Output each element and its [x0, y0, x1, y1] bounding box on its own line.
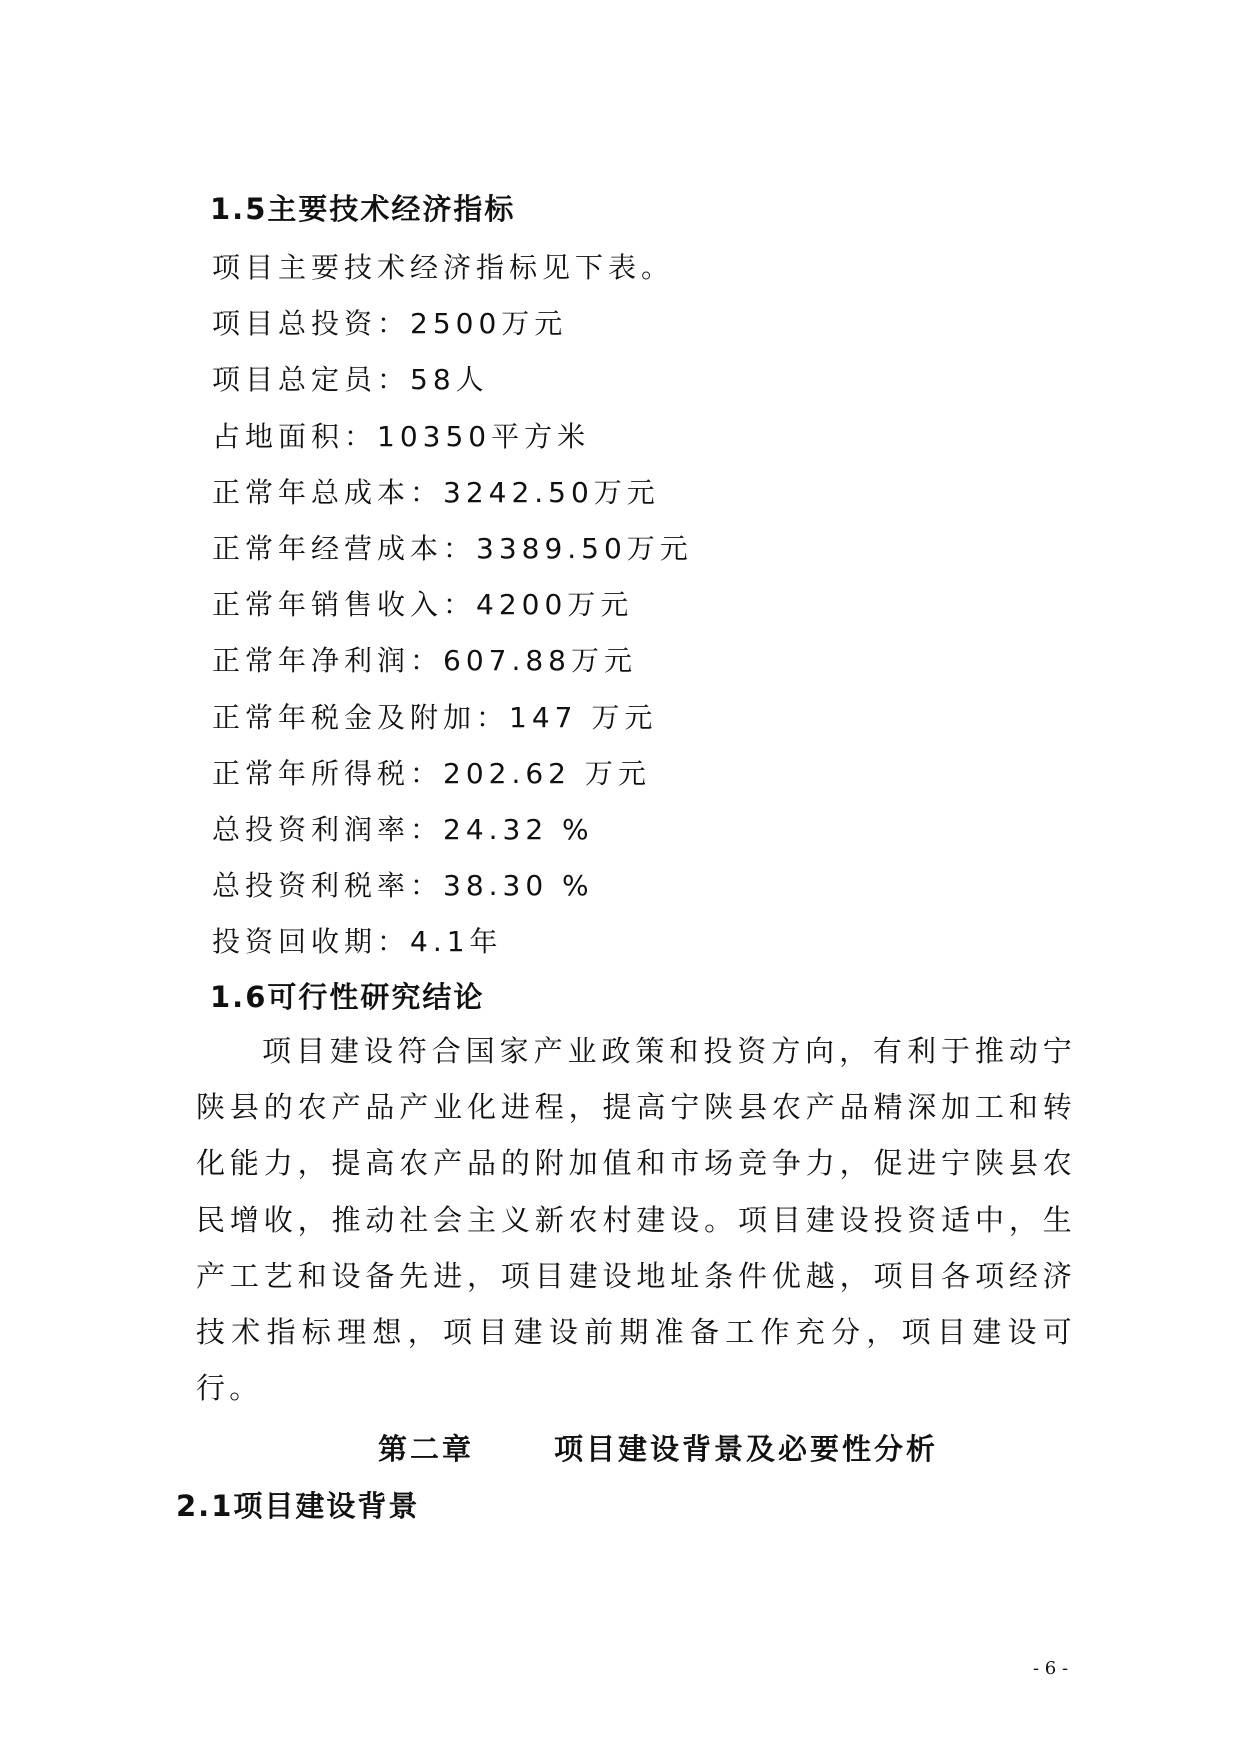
- chapter-title: [378, 1427, 938, 1468]
- page-number: - 6 -: [1033, 1658, 1069, 1679]
- indicator-taxes-surcharges: 正常年税金及附加：147 万元: [212, 700, 658, 734]
- indicator-profit-rate: 总投资利润率：24.32 %: [212, 812, 594, 846]
- indicator-land-area: 占地面积：10350平方米: [212, 419, 591, 453]
- indicator-total-cost: 正常年总成本：3242.50万元: [212, 475, 660, 509]
- indicator-sales-revenue: 正常年销售收入：4200万元: [212, 588, 634, 622]
- section-1-5-heading: 1.5主要技术经济指标: [210, 192, 516, 226]
- indicator-intro: 项目主要技术经济指标见下表。: [212, 251, 675, 284]
- chapter-name: 项目建设背景及必要性分析: [554, 1432, 939, 1466]
- indicator-payback-period: 投资回收期：4.1年: [212, 925, 503, 959]
- indicator-total-investment: 项目总投资：2500万元: [212, 307, 568, 341]
- conclusion-paragraph: 项目建设符合国家产业政策和投资方向，有利于推动宁陕县的农产品产业化进程，提高宁陕县农产品精深加工和转化能力，提高农产品的附加值和市场竞争力，促进宁陕县农民增收，推动社会主义新农村建设。项目建设投资适中，生产工艺和设备先进，项目建设地址条件优越，项目各项经济技术指标理想，项目建设前期准备工作充分，项目建设可行。: [196, 1034, 1076, 1406]
- indicator-operating-cost: 正常年经营成本：3389.50万元: [212, 531, 693, 565]
- indicator-staffing: 项目总定员：58人: [212, 363, 489, 397]
- indicator-list: [212, 240, 693, 970]
- indicator-net-profit: 正常年净利润：607.88万元: [212, 644, 637, 678]
- indicator-income-tax: 正常年所得税：202.62 万元: [212, 756, 651, 790]
- chapter-number: 第二章: [378, 1432, 475, 1466]
- indicator-profit-tax-rate: 总投资利税率：38.30 %: [212, 869, 594, 903]
- section-1-6-heading: 1.6可行性研究结论: [210, 980, 485, 1014]
- section-2-1-heading: 2.1项目建设背景: [176, 1489, 420, 1523]
